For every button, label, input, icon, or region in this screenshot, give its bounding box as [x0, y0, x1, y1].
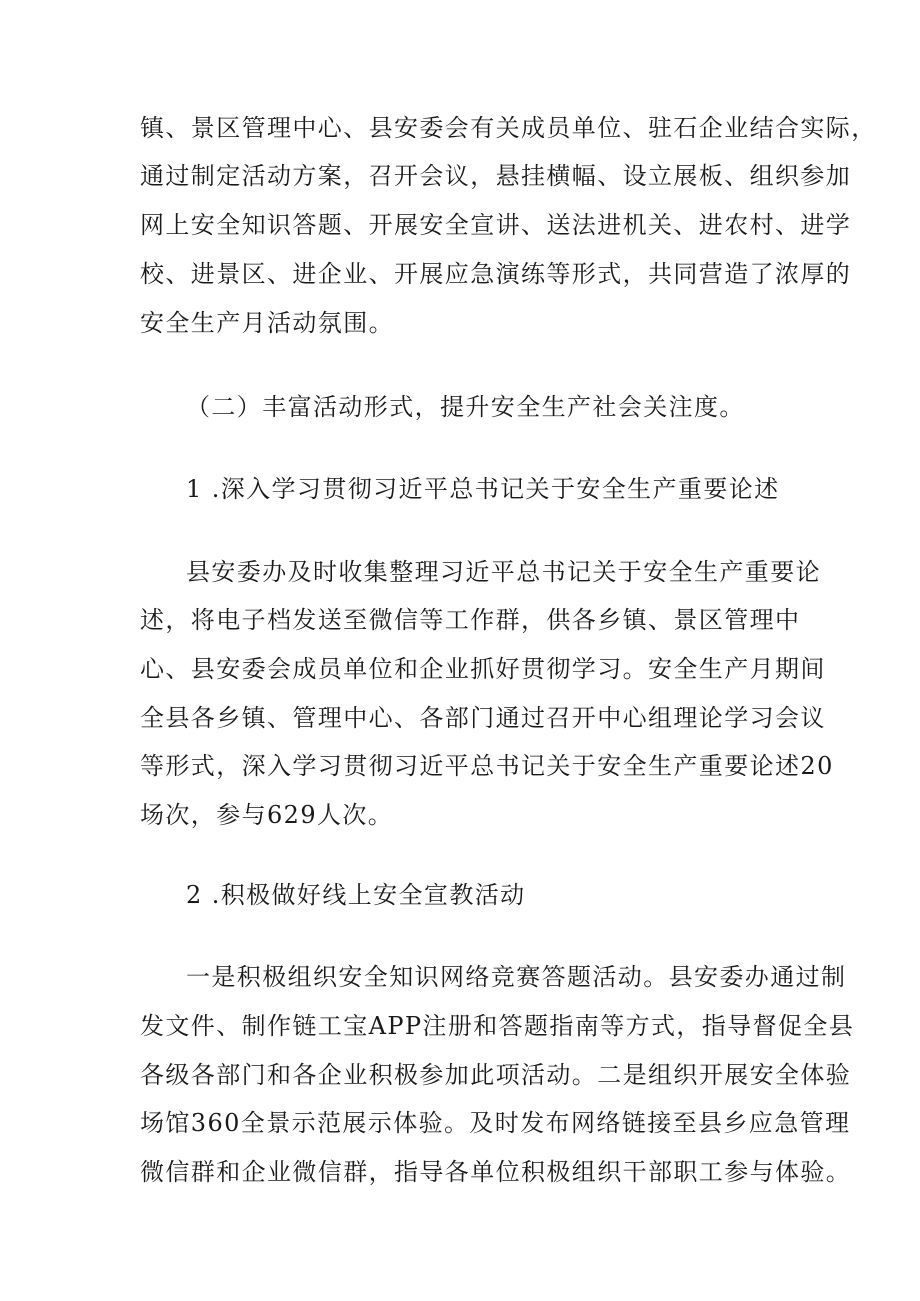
text-line: 安全生产月活动氛围。: [140, 309, 394, 337]
text-line: 心、县安委会成员单位和企业抓好贯彻学习。安全生产月期间: [140, 655, 826, 683]
text-line: 微信群和企业微信群，指导各单位积极组织干部职工参与体验。: [140, 1158, 852, 1186]
text-line: 场馆360全景示范展示体验。及时发布网络链接至县乡应急管理: [140, 1109, 851, 1137]
text-line: 校、进景区、进企业、开展应急演练等形式，共同营造了浓厚的: [140, 260, 852, 288]
subsection-heading: 1 .深入学习贯彻习近平总书记关于安全生产重要论述: [186, 475, 780, 503]
text-line: 镇、景区管理中心、县安委会有关成员单位、驻石企业结合实际，: [140, 114, 877, 142]
text-line: 等形式，深入学习贯彻习近平总书记关于安全生产重要论述20: [140, 752, 834, 780]
text-line: 述，将电子档发送至微信等工作群，供各乡镇、景区管理中: [140, 606, 801, 634]
text-line: 网上安全知识答题、开展安全宣讲、送法进机关、进农村、进学: [140, 211, 852, 239]
text-line: 全县各乡镇、管理中心、各部门通过召开中心组理论学习会议: [140, 704, 826, 732]
text-line: 发文件、制作链工宝APP注册和答题指南等方式，指导督促全县: [140, 1012, 855, 1040]
text-line: 县安委办及时收集整理习近平总书记关于安全生产重要论: [186, 558, 821, 586]
text-line: 通过制定活动方案，召开会议，悬挂横幅、设立展板、组织参加: [140, 162, 852, 190]
text-line: 一是积极组织安全知识网络竞赛答题活动。县安委办通过制: [186, 963, 847, 991]
text-line: 场次，参与629人次。: [140, 801, 394, 829]
section-heading: （二）丰富活动形式，提升安全生产社会关注度。: [186, 393, 745, 421]
text-line: 各级各部门和各企业积极参加此项活动。二是组织开展安全体验: [140, 1061, 852, 1089]
subsection-heading: 2 .积极做好线上安全宣教活动: [186, 881, 526, 909]
